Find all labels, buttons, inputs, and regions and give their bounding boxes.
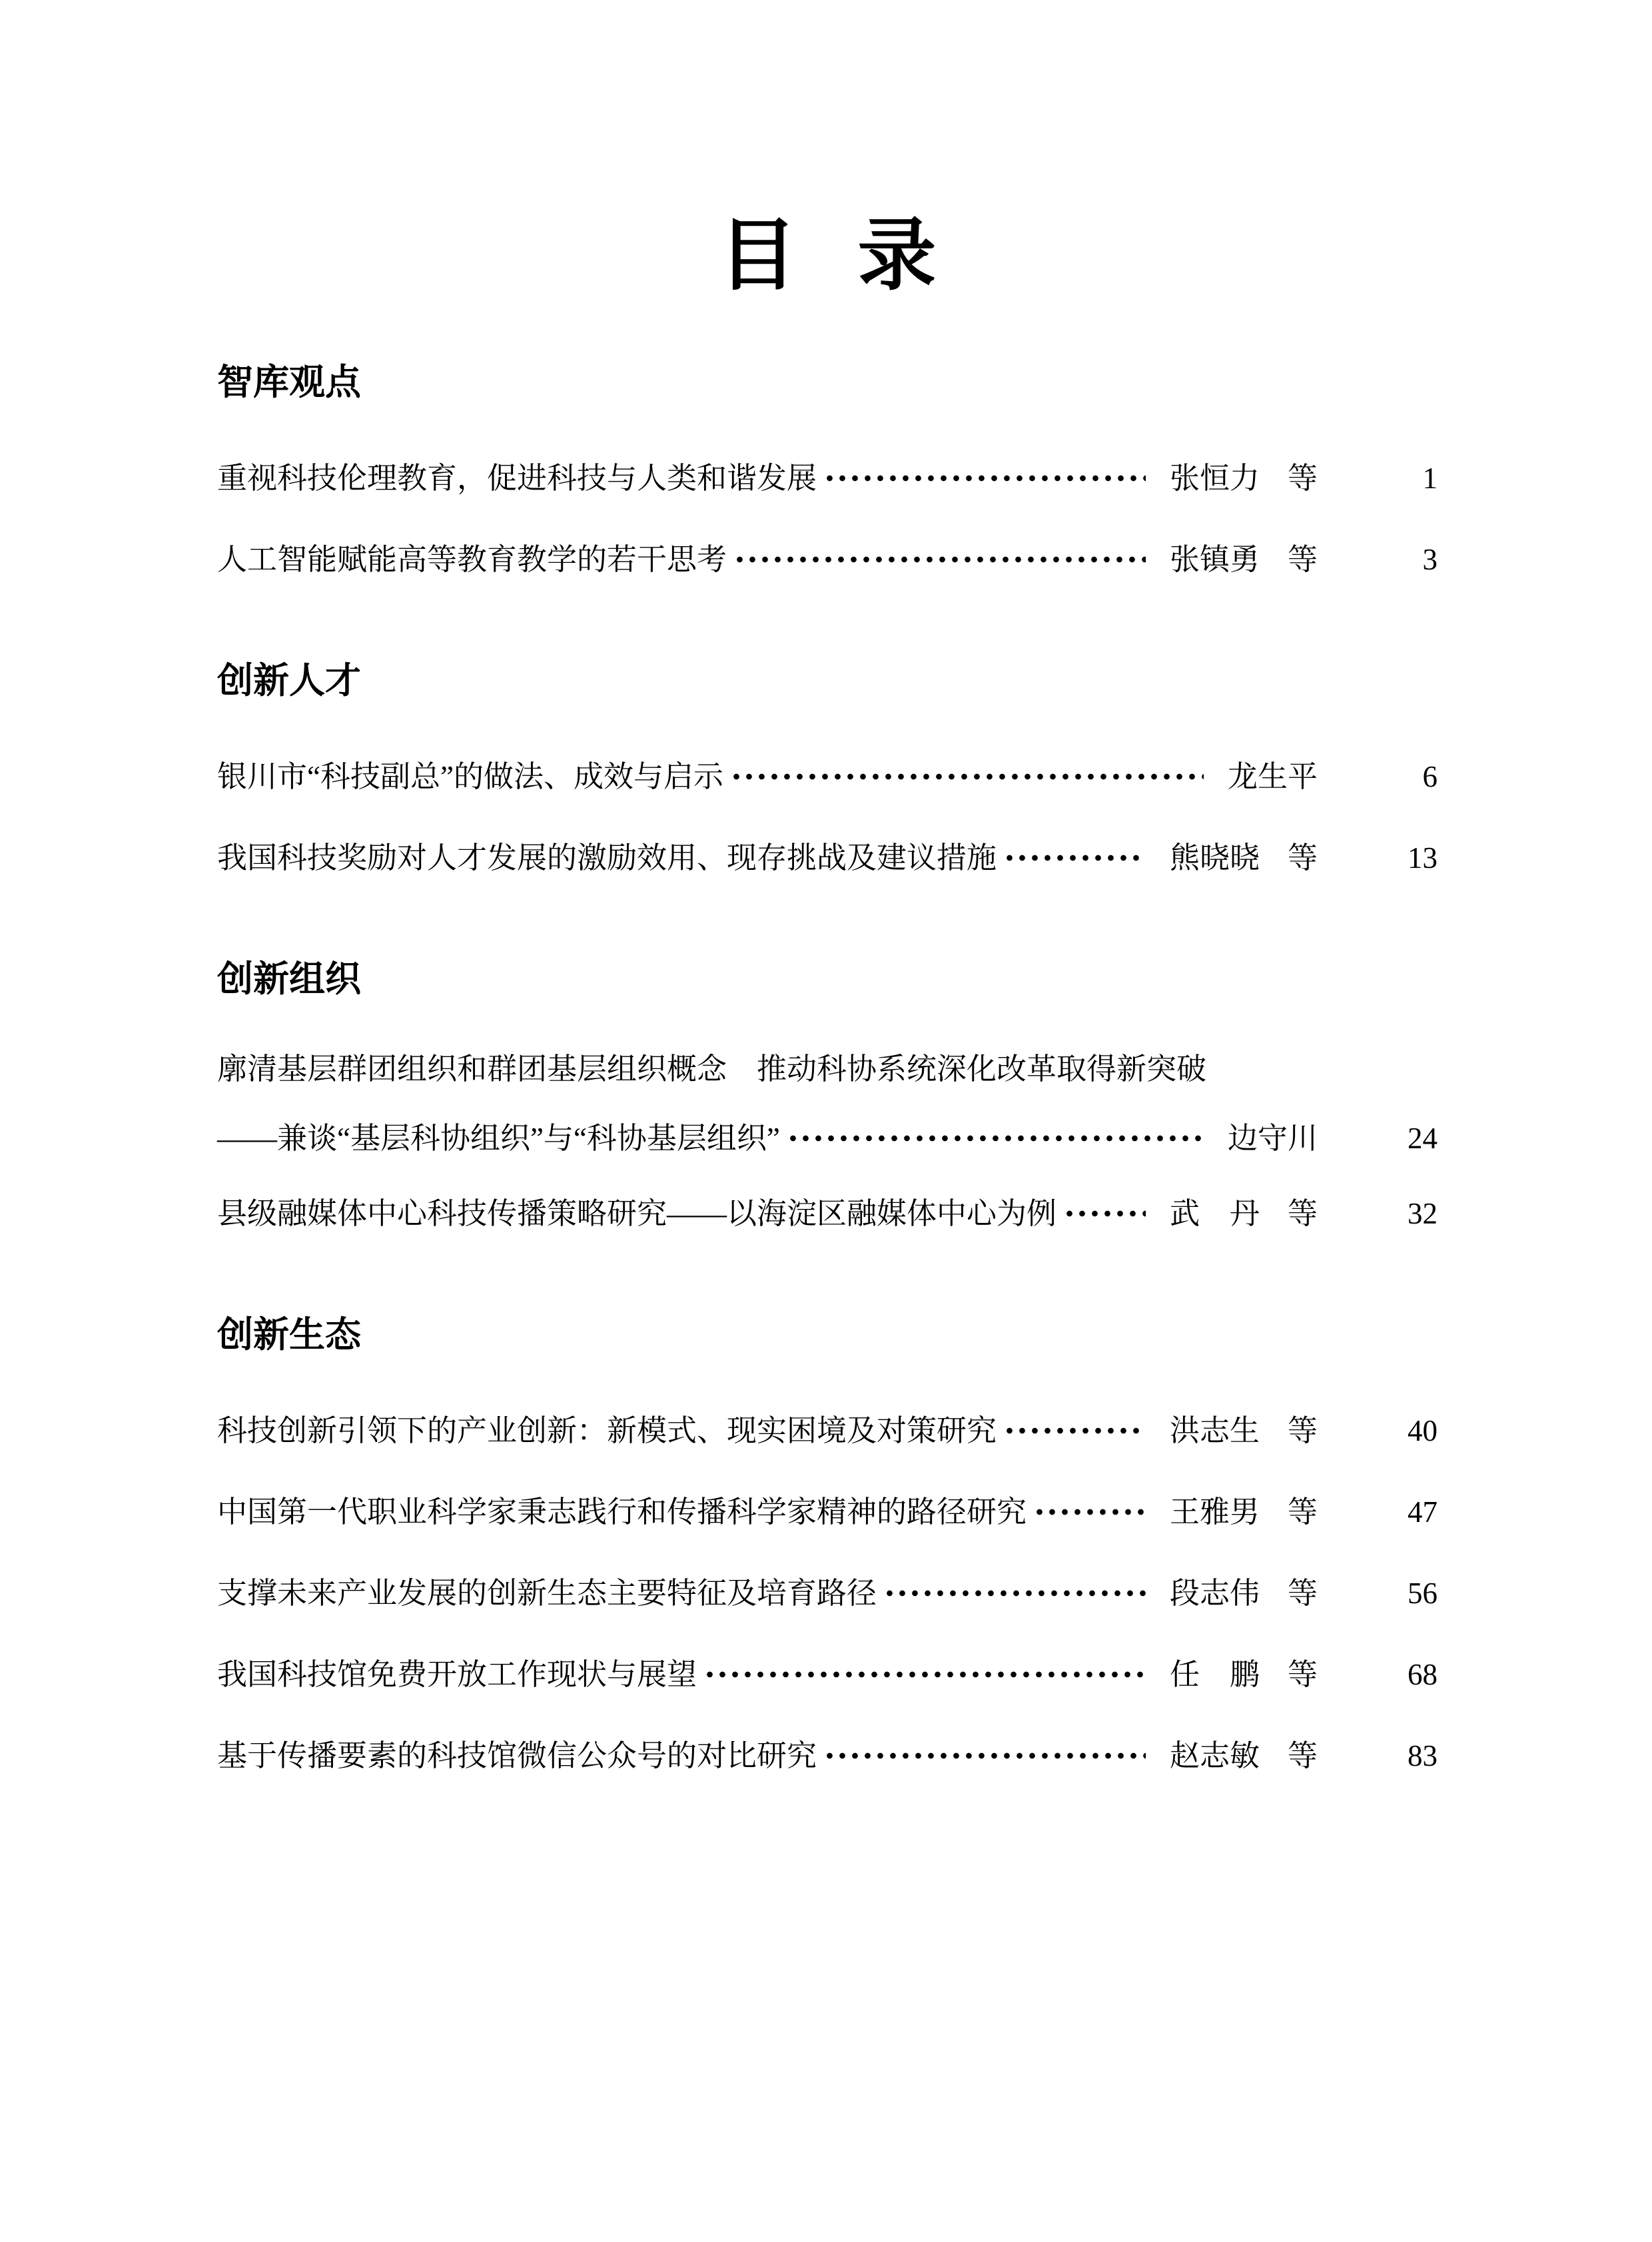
dot-leader	[703, 1634, 1146, 1715]
toc-entry-line	[217, 1471, 1438, 1553]
toc-entry-title: 科技创新引领下的产业创新：新模式、现实困境及对策研究	[217, 1413, 997, 1447]
toc-section	[217, 342, 1438, 600]
toc-entry-title: 重视科技伦理教育，促进科技与人类和谐发展	[217, 461, 817, 495]
toc-sections	[217, 342, 1438, 1796]
toc-entry-line	[217, 1715, 1438, 1796]
toc-entry-line	[217, 817, 1438, 899]
toc-entry-author: 段志伟	[1169, 1576, 1260, 1610]
toc-entry	[217, 1715, 1438, 1796]
section-heading: 智库观点	[217, 362, 361, 402]
toc-entry-etal: 等	[1287, 1495, 1318, 1529]
dot-leader	[883, 1553, 1146, 1634]
toc-entry-page-number: 1	[1422, 461, 1438, 495]
toc-entry-author: 张恒力	[1169, 461, 1260, 495]
section-heading: 创新组织	[217, 959, 361, 999]
toc-entry	[217, 1390, 1438, 1471]
dot-leader	[730, 736, 1204, 817]
toc-entry	[217, 817, 1438, 899]
toc-entry	[217, 1034, 1438, 1173]
toc-entry	[217, 1173, 1438, 1254]
dot-leader	[733, 519, 1146, 600]
toc-entry-title: 银川市“科技副总”的做法、成效与启示	[217, 759, 723, 793]
toc-entry	[217, 519, 1438, 600]
toc-entry-page-number: 56	[1408, 1576, 1438, 1610]
toc-entry-title: ——兼谈“基层科协组织”与“科协基层组织”	[217, 1121, 780, 1155]
toc-entry-etal: 等	[1287, 1657, 1318, 1691]
toc-entry-author: 王雅男	[1169, 1495, 1260, 1529]
toc-entry-line	[217, 1173, 1438, 1254]
toc-entry-title: 县级融媒体中心科技传播策略研究——以海淀区融媒体中心为例	[217, 1196, 1057, 1230]
dot-leader	[787, 1104, 1204, 1173]
toc-entry-line	[217, 1390, 1438, 1471]
toc-entry-author: 张镇勇	[1169, 542, 1260, 576]
toc-entry-line	[217, 1553, 1438, 1634]
toc-entry-page-number: 13	[1408, 841, 1438, 875]
toc-entry-etal: 等	[1287, 1196, 1318, 1230]
toc-entry-author: 武 丹	[1169, 1196, 1260, 1230]
toc-section	[217, 640, 1438, 899]
toc-section	[217, 938, 1438, 1254]
toc-entry-title-line1	[217, 1034, 1438, 1104]
dot-leader	[823, 1715, 1146, 1796]
toc-entry-page-number: 6	[1422, 759, 1438, 793]
toc-entry-author: 任 鹏	[1169, 1657, 1260, 1691]
dot-leader	[1063, 1173, 1146, 1254]
toc-entry-line	[217, 1634, 1438, 1715]
toc-entry-title: 我国科技馆免费开放工作现状与展望	[217, 1657, 697, 1691]
toc-entry	[217, 1634, 1438, 1715]
section-heading: 创新人才	[217, 661, 361, 701]
toc-entry-title: 中国第一代职业科学家秉志践行和传播科学家精神的路径研究	[217, 1495, 1027, 1529]
toc-entry-page-number: 40	[1408, 1413, 1438, 1447]
toc-entry-etal: 等	[1287, 1413, 1318, 1447]
toc-entry-page-number: 32	[1408, 1196, 1438, 1230]
toc-entry-author: 熊晓晓	[1169, 841, 1260, 875]
toc-section	[217, 1294, 1438, 1796]
toc-entry	[217, 438, 1438, 519]
toc-entry-etal: 等	[1287, 1738, 1318, 1772]
toc-entry-line	[217, 1104, 1438, 1173]
toc-entry-etal: 等	[1287, 841, 1318, 875]
dot-leader	[1003, 1390, 1146, 1471]
dot-leader	[823, 438, 1146, 519]
toc-entry-page-number: 47	[1408, 1495, 1438, 1529]
toc-entry-author: 边守川	[1227, 1121, 1318, 1155]
section-heading: 创新生态	[217, 1315, 361, 1355]
toc-entry-title: 支撑未来产业发展的创新生态主要特征及培育路径	[217, 1576, 877, 1610]
page-title: 目 录	[718, 212, 937, 300]
toc-entry-line	[217, 519, 1438, 600]
toc-entry-etal: 等	[1287, 1576, 1318, 1610]
toc-entry-page-number: 83	[1408, 1738, 1438, 1772]
dot-leader	[1033, 1471, 1146, 1553]
toc-entry-page-number: 3	[1422, 542, 1438, 576]
toc-entry-line	[217, 736, 1438, 817]
toc-entry-author: 赵志敏	[1169, 1738, 1260, 1772]
toc-entry-author: 龙生平	[1227, 759, 1318, 793]
toc-entry-title: 基于传播要素的科技馆微信公众号的对比研究	[217, 1738, 817, 1772]
toc-entry	[217, 1471, 1438, 1553]
toc-entry-line	[217, 438, 1438, 519]
toc-entry-title: 我国科技奖励对人才发展的激励效用、现存挑战及建议措施	[217, 841, 997, 875]
toc-entry-author: 洪志生	[1169, 1413, 1260, 1447]
dot-leader	[1003, 817, 1146, 899]
toc-entry-title: 人工智能赋能高等教育教学的若干思考	[217, 542, 727, 576]
toc-entry-page-number: 68	[1408, 1657, 1438, 1691]
toc-entry	[217, 1553, 1438, 1634]
toc-entry-title: 廓清基层群团组织和群团基层组织概念 推动科协系统深化改革取得新突破	[217, 1052, 1207, 1086]
toc-entry-page-number: 24	[1408, 1121, 1438, 1155]
toc-entry	[217, 736, 1438, 817]
toc-entry-etal: 等	[1287, 461, 1318, 495]
toc-entry-etal: 等	[1287, 542, 1318, 576]
